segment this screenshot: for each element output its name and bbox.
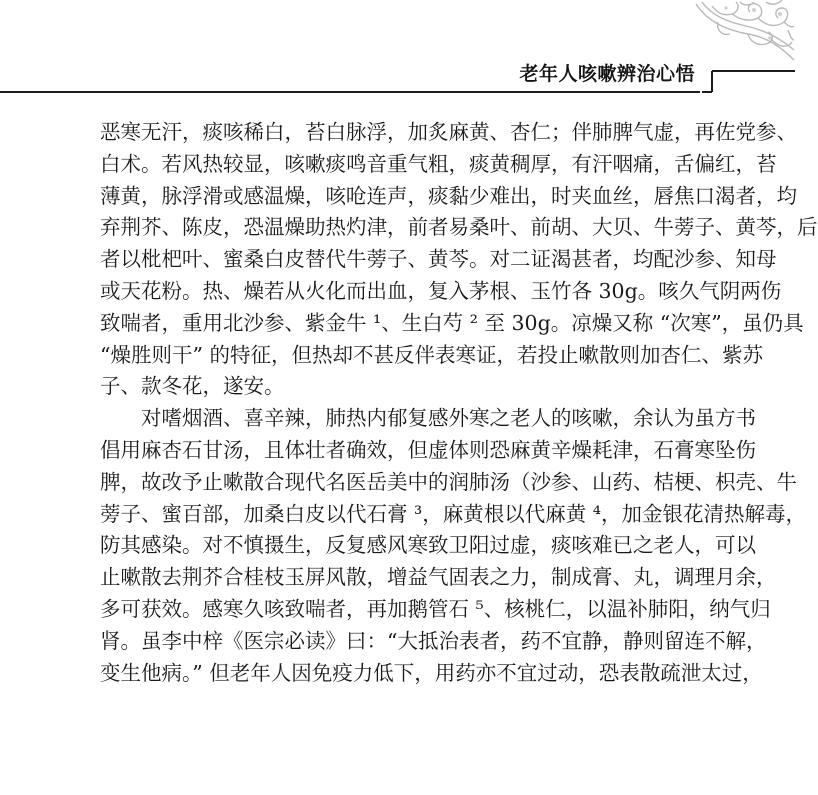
paragraph-1 bbox=[100, 117, 818, 403]
text-line: 子、款冬花，遂安。 bbox=[100, 374, 285, 399]
text-line: 变生他病。” 但老年人因免疫力低下，用药亦不宜过动，恐表散疏泄太过， bbox=[100, 660, 763, 685]
text-line: 恶寒无汗，痰咳稀白，苔白脉浮，加炙麻黄、杏仁；伴肺脾气虚，再佐党参、 bbox=[100, 120, 797, 144]
text-line: 者以枇杷叶、蜜桑白皮替代牛蒡子、黄芩。对二证渴甚者，均配沙参、知母 bbox=[100, 247, 777, 272]
text-line: 倡用麻杏石甘汤，且体壮者确效，但虚体则恐麻黄辛燥耗津，石膏寒坠伤 bbox=[100, 437, 756, 462]
text-line: 肾。虽李中梓《医宗必读》曰：“大抵治表者，药不宜静，静则留连不解， bbox=[100, 628, 767, 653]
text-line: 止嗽散去荆芥合桂枝玉屏风散，增益气固表之力，制成膏、丸，调理月余， bbox=[100, 565, 777, 590]
running-header bbox=[0, 61, 795, 91]
paragraph-2 bbox=[100, 403, 806, 689]
body-text bbox=[100, 117, 818, 689]
text-line: 多可获效。感寒久咳致喘者，再加鹅管石 ⁵、核桃仁，以温补肺阳，纳气归 bbox=[100, 596, 771, 621]
text-line: 薄黄，脉浮滑或感温燥，咳呛连声，痰黏少难出，时夹血丝，唇焦口渴者，均 bbox=[100, 183, 797, 208]
text-line: 或天花粉。热、燥若从火化而出血，复入茅根、玉竹各 30g。咳久气阴两伤 bbox=[100, 278, 782, 303]
floral-corner-ornament bbox=[688, 0, 795, 62]
text-line: 防其感染。对不慎摄生，反复感风寒致卫阳过虚，痰咳难已之老人，可以 bbox=[100, 533, 756, 558]
text-line: 脾，故改予止嗽散合现代名医岳美中的润肺汤（沙参、山药、桔梗、枳壳、牛 bbox=[100, 469, 797, 494]
text-line: 白术。若风热较显，咳嗽痰鸣音重气粗，痰黄稠厚，有汗咽痛，舌偏红，苔 bbox=[100, 151, 777, 176]
header-end-bracket bbox=[702, 69, 795, 93]
text-line: “燥胜则干” 的特征，但热却不甚反伴表寒证，若投止嗽散则加杏仁、紫苏 bbox=[100, 342, 763, 367]
text-line: 对嗜烟酒、喜辛辣，肺热内郁复感外寒之老人的咳嗽，余认为虽方书 bbox=[100, 406, 756, 431]
text-line: 弃荆芥、陈皮，恐温燥助热灼津，前者易桑叶、前胡、大贝、牛蒡子、黄芩，后 bbox=[100, 215, 818, 240]
running-title: 老年人咳嗽辨治心悟 bbox=[519, 63, 695, 85]
text-line: 致喘者，重用北沙参、紫金牛 ¹、生白芍 ² 至 30g。凉燥又称 “次寒”，虽仍具 bbox=[100, 310, 804, 335]
text-line: 蒡子、蜜百部，加桑白皮以代石膏 ³，麻黄根以代麻黄 ⁴，加金银花清热解毒， bbox=[100, 501, 806, 526]
header-rule bbox=[0, 91, 700, 93]
